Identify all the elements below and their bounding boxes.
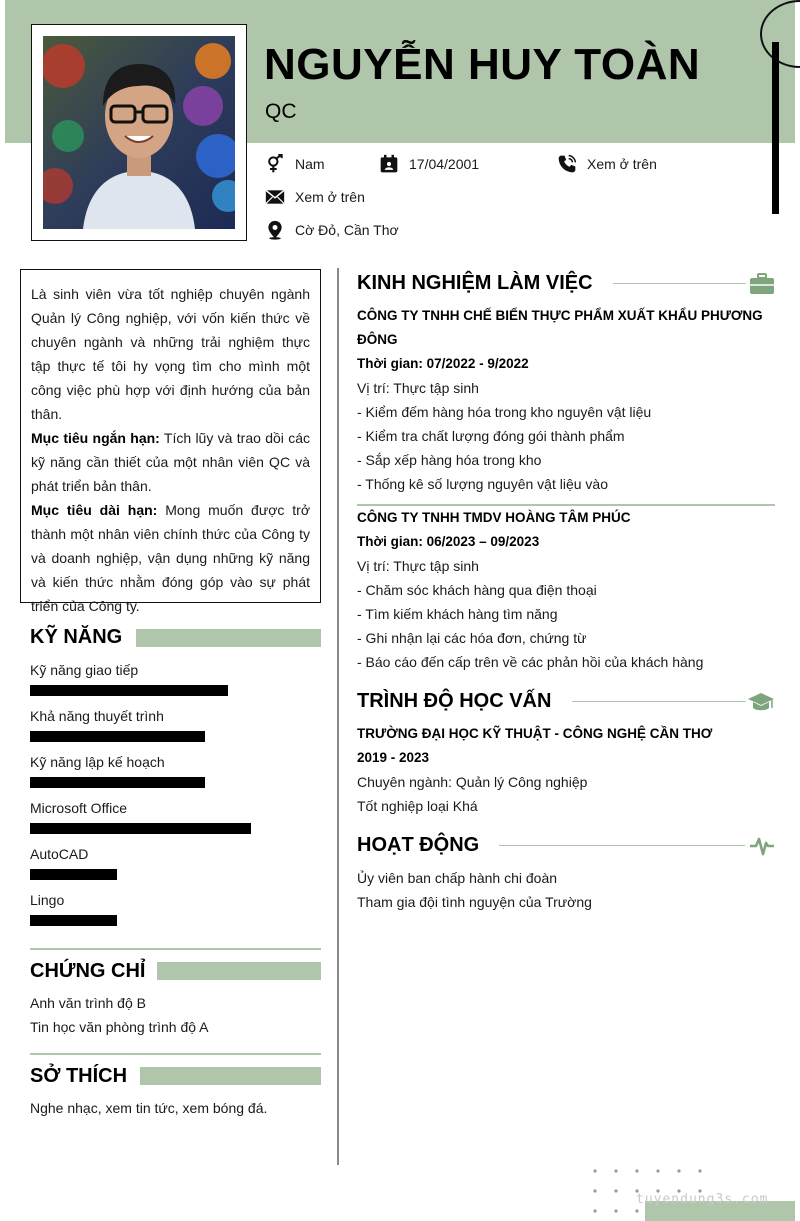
job-2-task: - Ghi nhận lại các hóa đơn, chứng từ — [357, 630, 587, 646]
summary-intro: Là sinh viên vừa tốt nghiệp chuyên ngành Quản lý Công nghiệp, với vốn kiến thức về chuyên ngành và những trải nghiệm thực tập thực tế tôi hy vọng tìm cho mình một công việc phù hợp với định hướng của bản thân. — [31, 286, 310, 422]
section-divider — [30, 1053, 321, 1055]
job-1-time: Thời gian: 07/2022 - 9/2022 — [357, 356, 529, 371]
briefcase-icon — [749, 273, 775, 295]
activity-item: Tham gia đội tình nguyện của Trường — [357, 894, 592, 910]
long-term-text: Mong muốn được trở thành một nhân viên chính thức của Công ty và doanh nghiệp, vận dụng những kỹ năng và kiến thức nhằm đóng góp vào sự phát triển của Công ty. — [31, 502, 311, 614]
long-term-label: Mục tiêu dài hạn: — [31, 502, 158, 518]
experience-title: KINH NGHIỆM LÀM VIỆC — [357, 272, 593, 294]
job-1-company: CÔNG TY TNHH CHẾ BIẾN THỰC PHẨM XUẤT KHẨU PHƯƠNG — [357, 308, 763, 323]
short-term-label: Mục tiêu ngắn hạn: — [31, 430, 160, 446]
certificates-header — [30, 960, 145, 983]
phone-value: Xem ở trên — [587, 156, 657, 172]
education-major: Chuyên ngành: Quản lý Công nghiệp — [357, 774, 588, 790]
activities-title: HOẠT ĐỘNG — [357, 834, 480, 856]
job-title: QC — [265, 100, 297, 123]
certificates-title: CHỨNG CHỈ — [30, 960, 146, 982]
heartbeat-icon — [749, 835, 775, 857]
column-divider — [337, 268, 339, 1165]
skill-name: Microsoft Office — [30, 800, 127, 816]
job-2-task: - Chăm sóc khách hàng qua điện thoại — [357, 582, 597, 598]
job-1-task: - Sắp xếp hàng hóa trong kho — [357, 452, 542, 468]
career-objective-box — [20, 269, 321, 614]
activities-header — [357, 834, 777, 857]
skill-name: AutoCAD — [30, 846, 89, 862]
hobbies-title-bar — [140, 1067, 321, 1085]
experience-title-line — [613, 283, 746, 285]
skill-name: Khả năng thuyết trình — [30, 708, 164, 724]
skill-name: Kỹ năng lập kế hoạch — [30, 754, 165, 770]
hobbies-text: Nghe nhạc, xem tin tức, xem bóng đá. — [30, 1100, 268, 1116]
skill-level-bar — [30, 731, 205, 742]
phone-info — [557, 154, 657, 174]
job-2-task: - Báo cáo đến cấp trên về các phản hồi của khách hàng — [357, 654, 704, 670]
phone-icon — [557, 154, 577, 174]
hobbies-title: SỞ THÍCH — [30, 1065, 128, 1087]
job-2-position: Vị trí: Thực tập sinh — [357, 558, 479, 574]
education-title-line — [572, 701, 746, 703]
address-info — [265, 220, 399, 240]
experience-header — [357, 272, 777, 295]
certificates-title-bar — [157, 962, 321, 980]
skill-level-bar — [30, 869, 117, 880]
job-1-task: - Kiểm tra chất lượng đóng gói thành phẩm — [357, 428, 625, 444]
certificate-item: Tin học văn phòng trình độ A — [30, 1019, 209, 1035]
job-2-time: Thời gian: 06/2023 – 09/2023 — [357, 534, 540, 549]
education-grade: Tốt nghiệp loại Khá — [357, 798, 478, 814]
email-info — [265, 187, 365, 207]
email-value: Xem ở trên — [295, 189, 365, 205]
activities-title-line — [499, 845, 745, 847]
profile-photo — [43, 36, 235, 229]
short-term-text: Tích lũy và trao dồi các kỹ năng cần thiết của một nhân viên QC và phát triển bản thân. — [31, 430, 310, 494]
job-2-company: CÔNG TY TNHH TMDV HOÀNG TÂM PHÚC — [357, 510, 631, 525]
section-divider — [30, 948, 321, 950]
job-1-task: - Kiểm đếm hàng hóa trong kho nguyên vật liệu — [357, 404, 652, 420]
activity-item: Ủy viên ban chấp hành chi đoàn — [357, 870, 558, 886]
skills-title: KỸ NĂNG — [30, 626, 123, 648]
education-school: TRƯỜNG ĐẠI HỌC KỸ THUẬT - CÔNG NGHỆ CẦN THƠ — [357, 726, 713, 741]
gender-info — [265, 154, 325, 174]
location-pin-icon — [265, 220, 285, 240]
skill-level-bar — [30, 823, 251, 834]
address-value: Cờ Đỏ, Cần Thơ — [295, 222, 399, 238]
education-years: 2019 - 2023 — [357, 750, 430, 765]
skill-level-bar — [30, 685, 228, 696]
calendar-icon — [379, 154, 399, 174]
short-term-goal — [31, 426, 310, 498]
certificate-item: Anh văn trình độ B — [30, 995, 146, 1011]
job-2-task: - Tìm kiếm khách hàng tìm năng — [357, 606, 558, 622]
watermark-text: tuyendung3s.com — [636, 1192, 769, 1207]
job-1-company-cont: ĐÔNG — [357, 332, 398, 347]
gender-icon — [265, 154, 285, 174]
skills-header — [30, 626, 122, 649]
decorative-vertical-bar — [772, 42, 779, 214]
long-term-goal — [31, 498, 310, 618]
gender-value: Nam — [295, 156, 325, 172]
birthday-info — [379, 154, 479, 174]
envelope-icon — [265, 187, 285, 207]
education-header — [357, 690, 777, 713]
skill-name: Lingo — [30, 892, 65, 908]
candidate-name: NGUYỄN HUY TOÀN — [264, 40, 701, 89]
profile-photo-frame — [31, 24, 247, 241]
skills-title-bar — [136, 629, 321, 647]
skill-name: Kỹ năng giao tiếp — [30, 662, 139, 678]
birthday-value: 17/04/2001 — [409, 156, 480, 172]
skill-level-bar — [30, 777, 205, 788]
job-1-task: - Thống kê số lượng nguyên vật liệu vào — [357, 476, 609, 492]
job-1-position: Vị trí: Thực tập sinh — [357, 380, 479, 396]
skill-level-bar — [30, 915, 117, 926]
hobbies-header — [30, 1065, 127, 1088]
graduation-cap-icon — [747, 691, 775, 713]
education-title: TRÌNH ĐỘ HỌC VẤN — [357, 690, 552, 712]
